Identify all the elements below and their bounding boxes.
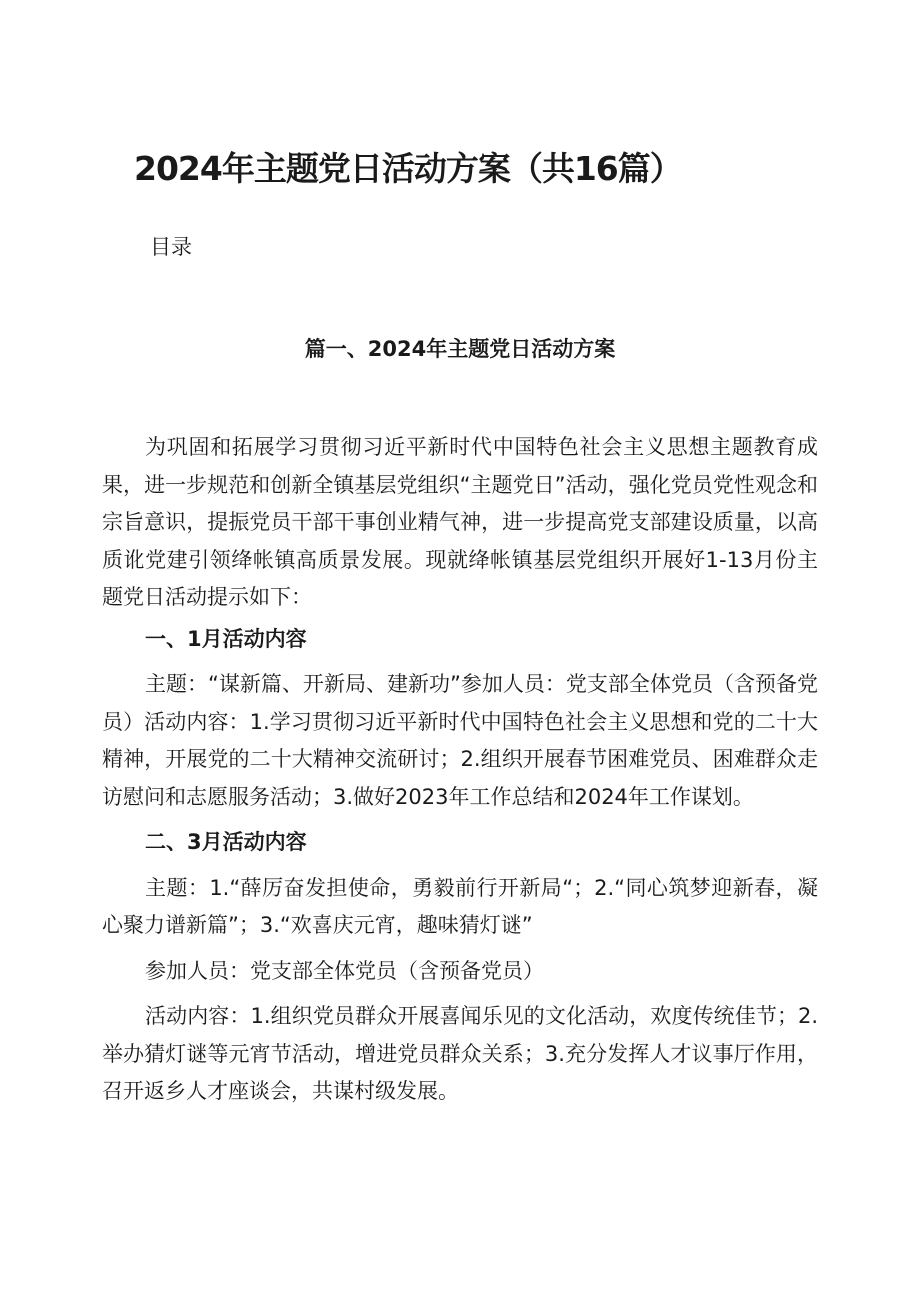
intro-paragraph: 为巩固和拓展学习贯彻习近平新时代中国特色社会主义思想主题教育成果，进一步规范和创新全镇基层党组织“主题党日”活动，强化党员党性观念和宗旨意识，提振党员干部干事创业精气神，进一步提高党支部建设质量，以高质讹党建引领绛帐镇高质景发展。现就绛帐镇基层党组织开展好1-13月份主题党日活动提示如下：: [102, 435, 818, 609]
chapter-title: 篇一、2024年主题党日活动方案: [304, 337, 616, 361]
section-paragraph: 参加人员：党支部全体党员（含预备党员）: [145, 958, 544, 983]
toc-label: 目录: [150, 235, 192, 259]
document-body: [102, 429, 818, 1111]
section-paragraph: 活动内容：1.组织党员群众开展喜闻乐见的文化活动，欢度传统佳节；2.举办猜灯谜等元宵节活动，增进党员群众关系；3.充分发挥人才议事厅作用，召开返乡人才座谈会，共谋村级发展。: [102, 1004, 818, 1103]
section-heading: 一、1月活动内容: [145, 626, 307, 651]
section-paragraph: 主题：“谋新篇、开新局、建新功”参加人员：党支部全体党员（含预备党员）活动内容：1.学习贯彻习近平新时代中国特色社会主义思想和党的二十大精神，开展党的二十大精神交流研讨；2.组织开展春节困难党员、困难群众走访慰问和志愿服务活动；3.做好2023年工作总结和2024年工作谋划。: [102, 672, 818, 809]
document-title: 2024年主题党日活动方案（共16篇）: [134, 149, 682, 188]
section-heading: 二、3月活动内容: [145, 830, 307, 854]
section-paragraph: 主题：1.“薛厉奋发担使命，勇毅前行开新局“；2.“同心筑梦迎新春，凝心聚力谱新篇”；3.“欢喜庆元宵，趣味猜灯谜”: [102, 875, 818, 937]
